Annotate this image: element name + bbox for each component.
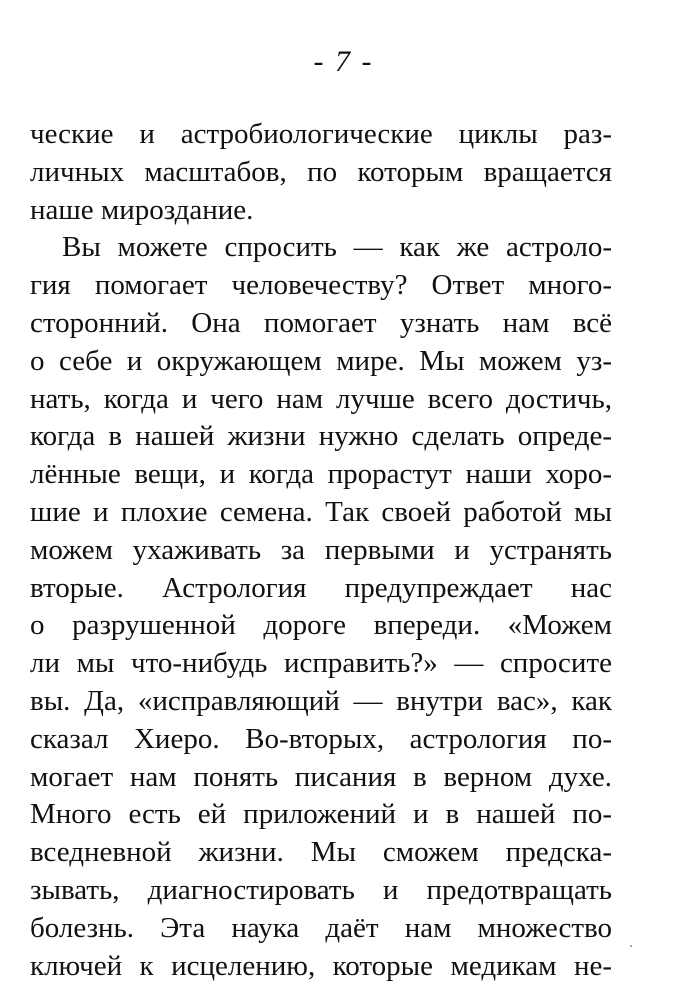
- text-line: зывать, диагностировать и предотвращать: [30, 873, 612, 906]
- text-line: ли мы что-нибудь исправить?» — спросите: [30, 647, 612, 680]
- scan-speck: [630, 945, 632, 947]
- text-line: когда в нашей жизни нужно сделать опреде-: [30, 420, 612, 453]
- text-line: личных масштабов, по которым вращается: [30, 155, 612, 188]
- text-line: могает нам понять писания в верном духе.: [30, 760, 612, 793]
- text-line: наше мироздание.: [30, 193, 254, 226]
- text-line: вседневной жизни. Мы сможем предска-: [30, 836, 612, 869]
- text-line: сказал Хиеро. Во-вторых, астрология по-: [30, 722, 612, 755]
- body-text: [30, 116, 612, 985]
- text-line: вы. Да, «исправляющий — внутри вас», как: [30, 684, 612, 717]
- text-line: Вы можете спросить — как же астроло-: [62, 231, 612, 264]
- text-line: сторонний. Она помогает узнать нам всё: [30, 306, 612, 339]
- text-line: о разрушенной дороге впереди. «Можем: [30, 609, 612, 642]
- text-line: гия помогает человечеству? Ответ много-: [30, 269, 612, 302]
- text-line: Много есть ей приложений и в нашей по-: [30, 798, 612, 831]
- text-line: о себе и окружающем мире. Мы можем уз-: [30, 344, 612, 377]
- text-line: можем ухаживать за первыми и устранять: [30, 533, 612, 566]
- text-line: болезнь. Эта наука даёт нам множество: [30, 911, 612, 944]
- text-line: ключей к исцелению, которые медикам не-: [30, 949, 612, 982]
- text-line: вторые. Астрология предупреждает нас: [30, 571, 612, 604]
- text-line: лённые вещи, и когда прорастут наши хоро-: [30, 458, 612, 491]
- text-line: ческие и астробиологические циклы раз-: [30, 118, 612, 150]
- text-line: нать, когда и чего нам лучше всего достичь,: [30, 382, 612, 415]
- page-number: - 7 -: [313, 45, 374, 78]
- text-line: шие и плохие семена. Так своей работой мы: [30, 495, 612, 528]
